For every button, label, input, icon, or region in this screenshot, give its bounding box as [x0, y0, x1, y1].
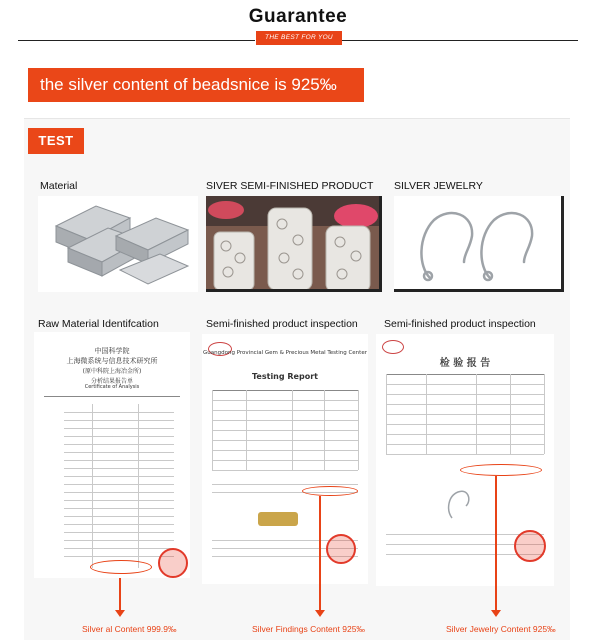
doc1-header-4: 分析结果报告单 — [90, 378, 133, 385]
arrow-down-icon-2 — [315, 610, 325, 617]
highlight-oval-1 — [90, 560, 152, 574]
material-photo — [38, 196, 198, 292]
test-badge: TEST — [28, 128, 84, 154]
highlight-oval-2 — [302, 486, 358, 496]
ear-hook-image — [394, 196, 564, 292]
header-tagline: THE BEST FOR YOU — [256, 31, 342, 45]
page-title: Guarantee — [248, 6, 348, 27]
doc2-sample-image — [258, 512, 298, 526]
doc3-earhook-sample — [440, 484, 480, 524]
red-seal-2 — [326, 534, 356, 564]
certificate-of-analysis — [34, 332, 190, 578]
material-caption: Material — [40, 180, 78, 192]
raw-material-caption: Raw Material Identifcation — [38, 318, 159, 330]
semi-finished-caption: SIVER SEMI-FINISHED PRODUCT — [206, 180, 374, 192]
footer-jewelry-content: Silver Jewelry Content 925‰ — [446, 624, 556, 634]
footer-findings-content: Silver Findings Content 925‰ — [252, 624, 365, 634]
inspection-report — [376, 334, 554, 586]
arrow-line-3 — [495, 476, 497, 612]
doc3-logo-icon — [382, 340, 404, 354]
silver-filigree-image — [206, 196, 382, 292]
testing-report — [202, 334, 368, 584]
silver-bars-image — [38, 196, 198, 292]
footer-silver-content: Silver al Content 999.9‰ — [82, 624, 177, 634]
header-divider-right — [342, 40, 578, 41]
doc2-title: Testing Report — [252, 372, 318, 381]
doc2-org: Guangdong Provincial Gem & Precious Metal Testing Center — [203, 350, 367, 356]
semi-inspection-caption: Semi-finished product inspection — [206, 318, 358, 330]
arrow-down-icon-3 — [491, 610, 501, 617]
silver-jewelry-photo — [394, 196, 564, 292]
red-seal-1 — [158, 548, 188, 578]
doc3-title: 检 验 报 告 — [439, 358, 491, 369]
doc1-header-3: (原中科院上海冶金所) — [82, 368, 142, 375]
semi-finished-photo — [206, 196, 382, 292]
silver-content-banner: the silver content of beadsnice is 925‰ — [28, 68, 364, 102]
header-divider-left — [18, 40, 255, 41]
silver-jewelry-caption: SILVER JEWELRY — [394, 180, 483, 192]
arrow-line-2 — [319, 496, 321, 612]
arrow-line-1 — [119, 578, 121, 612]
doc1-header-5: Certificate of Analysis — [84, 384, 140, 390]
red-seal-3 — [514, 530, 546, 562]
doc1-header-1: 中国科学院 — [94, 347, 130, 355]
highlight-oval-3 — [460, 464, 542, 476]
arrow-down-icon-1 — [115, 610, 125, 617]
doc1-header-2: 上海微系统与信息技术研究所 — [66, 357, 158, 365]
jewelry-inspection-caption: Semi-finished product inspection — [384, 318, 536, 330]
